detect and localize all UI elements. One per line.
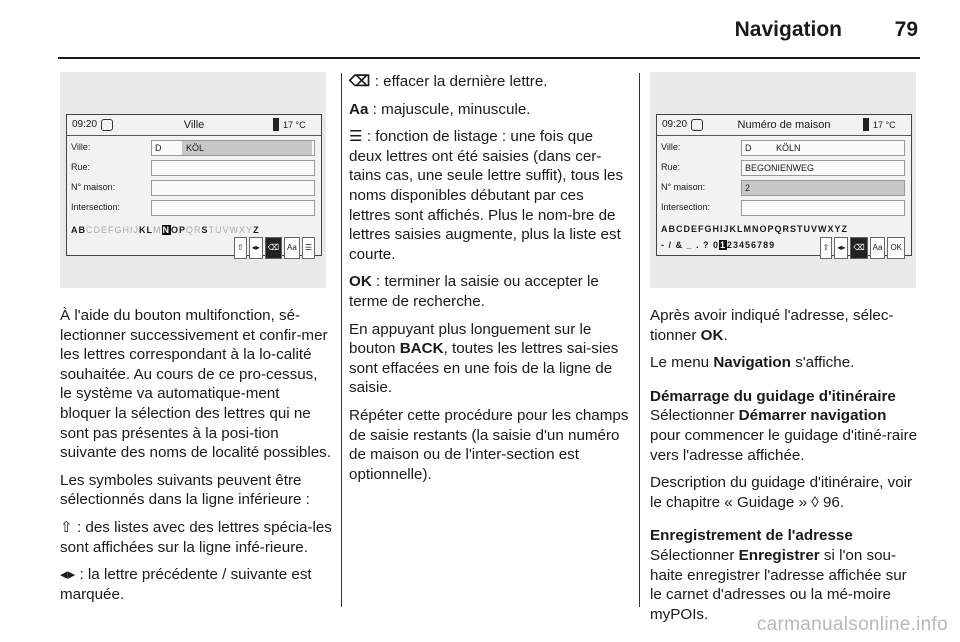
- kb-letters[interactable]: KL: [139, 225, 153, 235]
- list-icon[interactable]: ☰: [302, 237, 315, 259]
- paragraph: [349, 100, 629, 120]
- paragraph: [650, 353, 920, 373]
- paragraph-text: Le menu: [650, 354, 714, 372]
- screenshot-house-number-entry: [650, 72, 916, 288]
- intersection-field[interactable]: [741, 200, 905, 216]
- backspace-icon[interactable]: ⌫: [265, 237, 282, 259]
- column-1: [60, 72, 332, 612]
- street-field[interactable]: [741, 160, 905, 176]
- number-keyboard[interactable]: [661, 236, 775, 256]
- house-number-field[interactable]: [741, 180, 905, 196]
- kb-letters-disabled: CDEFGHIJ: [86, 225, 139, 235]
- case-toggle-symbol: Aa: [349, 100, 369, 118]
- temperature: 17 °C: [873, 120, 896, 130]
- clock-time: 09:20: [72, 119, 98, 130]
- field-label: Rue:: [661, 162, 681, 172]
- case-toggle-icon[interactable]: Aa: [870, 237, 886, 259]
- backspace-icon[interactable]: ⌫: [850, 237, 867, 259]
- thermometer-icon: [863, 118, 869, 131]
- field-label: N° maison:: [71, 182, 116, 192]
- status-bar: [67, 115, 321, 136]
- city-field[interactable]: [741, 140, 905, 156]
- display-screen: [66, 114, 322, 256]
- paragraph: [650, 406, 920, 465]
- paragraph-text: : majuscule, minuscule.: [368, 100, 531, 118]
- section-heading: Enregistrement de l'adresse: [650, 527, 853, 545]
- kb-letters-disabled: TUVWXY: [208, 225, 254, 235]
- field-prefix: D: [745, 143, 752, 153]
- shift-icon[interactable]: ⇧: [234, 237, 247, 259]
- column-divider-2: [639, 73, 640, 607]
- display-screen: [656, 114, 912, 256]
- section-heading: Démarrage du guidage d'itinéraire: [650, 387, 896, 405]
- start-navigation-label: Démarrer navigation: [738, 407, 887, 425]
- field-label: Intersection:: [71, 202, 121, 212]
- paragraph-text: : fonction de listage : une fois que deux lettres ont été saisies (dans cer-tains cas, une seule lettre suffit), tous les noms disponibles débutant par ces lettres sont affichés. Plus le nom-bre de lettres saisies augmente, plus la liste est courte.: [349, 128, 624, 263]
- control-keys: [232, 237, 315, 259]
- save-label: Enregistrer: [738, 546, 820, 564]
- watermark: carmanualsonline.info: [756, 614, 948, 635]
- column-2: [349, 72, 629, 492]
- ok-label: OK: [700, 326, 724, 344]
- ok-button[interactable]: OK: [887, 237, 905, 259]
- screenshot-city-entry: [60, 72, 326, 288]
- paragraph: [650, 546, 920, 624]
- paragraph: [349, 272, 629, 311]
- field-label: Ville:: [71, 142, 91, 152]
- house-number-field[interactable]: [151, 180, 315, 196]
- kb-letters[interactable]: P: [179, 225, 187, 235]
- field-value: BEGONIENWEG: [745, 163, 815, 173]
- paragraph-text: En appuyant plus longuement sur le bouton: [349, 320, 592, 358]
- field-label: Ville:: [661, 142, 681, 152]
- paragraph: Description du guidage d'itinéraire, voir le chapitre « Guidage » ◊ 96.: [650, 474, 913, 511]
- paragraph: Répéter cette procédure pour les champs de saisie restants (la saisie d'un numéro de maison ou de l'inter-section est optionnelle).: [349, 406, 629, 483]
- field-label: Intersection:: [661, 202, 711, 212]
- list-icon: ☰: [349, 128, 363, 146]
- backspace-icon: ⌫: [349, 73, 371, 90]
- kb-symbols[interactable]: - / & _ . ? 0: [661, 240, 720, 250]
- clock-time: 09:20: [662, 119, 688, 130]
- header-rule: [58, 57, 920, 59]
- paragraph: ◂▸ : la lettre précédente / suivante est marquée.: [60, 566, 312, 603]
- field-label: Rue:: [71, 162, 91, 172]
- control-keys: [818, 237, 905, 259]
- field-value: KÖL: [186, 143, 205, 153]
- paragraph-text: s'affiche.: [790, 354, 855, 372]
- page-title: Navigation: [734, 18, 842, 41]
- paragraph: [349, 72, 629, 92]
- field-prefix: D: [155, 143, 162, 153]
- kb-letters-disabled: M: [153, 225, 162, 235]
- kb-digits[interactable]: 23456789: [727, 240, 776, 250]
- paragraph: ⇧ : des listes avec des lettres spécia-les sont affichées sur la ligne infé-rieure.: [60, 518, 332, 556]
- letter-keyboard[interactable]: ABCDEFGHIJKLMNOPQRSTUVWXYZ: [661, 224, 849, 234]
- intersection-field[interactable]: [151, 200, 315, 216]
- ok-symbol: OK: [349, 273, 372, 291]
- temperature: 17 °C: [283, 120, 306, 130]
- paragraph: [349, 320, 629, 398]
- prev-next-icon[interactable]: ◂▸: [834, 237, 848, 259]
- paragraph-text: : effacer la dernière lettre.: [370, 73, 548, 90]
- kb-selected-digit[interactable]: 1: [720, 240, 727, 250]
- kb-letters-disabled: QR: [186, 225, 202, 235]
- screen-title: Ville: [183, 119, 205, 131]
- page-header: [0, 0, 960, 62]
- kb-selected-letter[interactable]: N: [162, 225, 170, 235]
- shift-icon[interactable]: ⇧: [820, 237, 833, 259]
- paragraph-text: si l'on sou-haite enregistrer l'adresse affichée sur le carnet d'adresses ou la mé-moire myPOIs.: [650, 546, 907, 623]
- navigation-label: Navigation: [713, 354, 791, 372]
- paragraph-text: Sélectionner: [650, 546, 739, 564]
- kb-letters[interactable]: O: [171, 225, 180, 235]
- screen-title: Numéro de maison: [737, 119, 831, 131]
- status-bar: [657, 115, 911, 136]
- field-label: N° maison:: [661, 182, 706, 192]
- thermometer-icon: [273, 118, 279, 131]
- kb-letters[interactable]: Z: [253, 225, 260, 235]
- paragraph: Les symboles suivants peuvent être sélectionnés dans la ligne inférieure :: [60, 471, 310, 509]
- column-3: [650, 72, 920, 632]
- paragraph-text: pour commencer le guidage d'itiné-raire vers l'adresse affichée.: [650, 426, 918, 464]
- paragraph: [349, 127, 629, 264]
- kb-letters[interactable]: S: [201, 225, 209, 235]
- field-value: KÖLN: [776, 143, 801, 153]
- paragraph-text: , toutes les lettres sai-sies sont effacées en une fois de la ligne de saisie.: [349, 340, 619, 397]
- prev-next-icon[interactable]: ◂▸: [249, 237, 263, 259]
- column-divider-1: [341, 73, 342, 607]
- city-field[interactable]: [151, 140, 315, 156]
- kb-letters[interactable]: AB: [71, 225, 86, 235]
- field-highlight: [742, 181, 904, 195]
- paragraph-text: : terminer la saisie ou accepter le terme de recherche.: [349, 273, 599, 310]
- back-button-label: BACK: [399, 340, 444, 358]
- paragraph-text: Après avoir indiqué l'adresse, sélec-tionner: [650, 307, 894, 344]
- paragraph-text: .: [723, 326, 728, 344]
- street-field[interactable]: [151, 160, 315, 176]
- page-number: 79: [894, 18, 918, 41]
- case-toggle-icon[interactable]: Aa: [284, 237, 300, 259]
- paragraph-text: Sélectionner: [650, 407, 739, 425]
- paragraph: À l'aide du bouton multifonction, sé-lectionner successivement et confir-mer les lettres correspondant à la lo-calité souhaitée. Au cours de ce pro-cessus, le système va automatique-ment bloquer la sélection des lettres qui ne sont pas présentes à la posi-tion suivante des noms de localité possibles.: [60, 307, 331, 462]
- field-value: 2: [745, 183, 751, 193]
- paragraph: [650, 306, 920, 345]
